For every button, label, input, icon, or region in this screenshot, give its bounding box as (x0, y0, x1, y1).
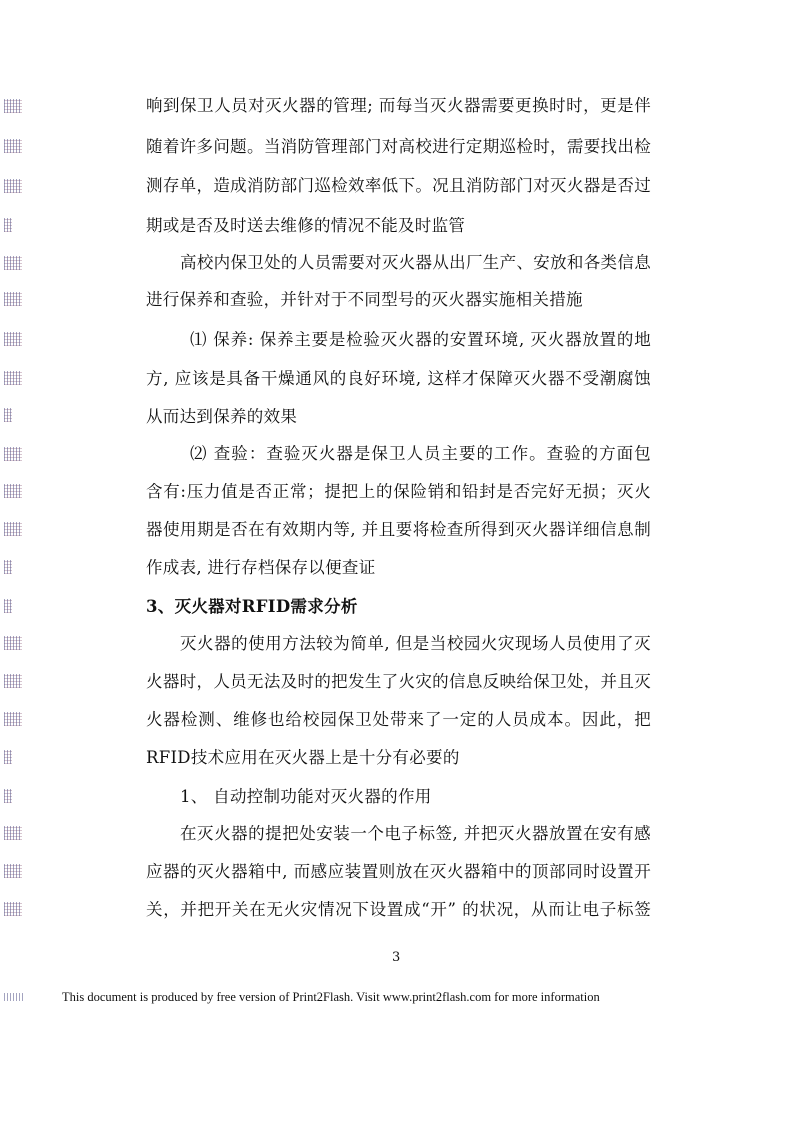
text-line-22: 关，并把开关在无火灾情况下设置成“开” 的状况，从而让电子标签 (146, 900, 651, 919)
text-line-18: RFID技术应用在灭火器上是十分有必要的 (146, 748, 460, 767)
page-number: 3 (392, 950, 401, 965)
margin-mark (4, 599, 12, 613)
footer-notice: This document is produced by free version of Print2Flash. Visit www.print2flash.com for more information (62, 990, 600, 1004)
margin-mark (4, 139, 22, 153)
margin-mark (4, 218, 12, 232)
margin-mark (4, 993, 24, 1001)
text-line-15: 灭火器的使用方法较为简单, 但是当校园火灾现场人员使用了灭 (180, 634, 651, 653)
margin-mark (4, 408, 12, 422)
text-line-1: 响到保卫人员对灭火器的管理; 而每当灭火器需要更换时时，更是伴 (146, 96, 651, 115)
margin-mark (4, 902, 22, 916)
margin-mark (4, 371, 22, 385)
text-line-12: 器使用期是否在有效期内等, 并且要将检查所得到灭火器详细信息制 (146, 520, 651, 539)
text-line-7: ⑴ 保养: 保养主要是检验灭火器的安置环境, 灭火器放置的地 (190, 330, 651, 349)
text-line-20: 在灭火器的提把处安装一个电子标签, 并把灭火器放置在安有感 (180, 824, 651, 843)
text-line-21: 应器的灭火器箱中, 而感应装置则放在灭火器箱中的顶部同时设置开 (146, 862, 651, 881)
text-line-9: 从而达到保养的效果 (146, 407, 298, 426)
text-line-16: 火器时，人员无法及时的把发生了火灾的信息反映给保卫处，并且灭 (146, 672, 651, 691)
text-line-4: 期或是否及时送去维修的情况不能及时监管 (146, 216, 466, 235)
text-line-6: 进行保养和查验，并针对于不同型号的灭火器实施相关措施 (146, 290, 583, 309)
text-line-17: 火器检测、维修也给校园保卫处带来了一定的人员成本。因此，把 (146, 710, 651, 729)
margin-mark (4, 636, 22, 650)
text-line-3: 测存单，造成消防部门巡检效率低下。况且消防部门对灭火器是否过 (146, 176, 651, 195)
text-line-8: 方, 应该是具备干燥通风的良好环境, 这样才保障灭火器不受潮腐蚀 (146, 369, 651, 388)
margin-mark (4, 674, 22, 688)
text-line-10: ⑵ 查验：查验灭火器是保卫人员主要的工作。查验的方面包 (190, 444, 651, 463)
margin-mark (4, 484, 22, 498)
text-line-2: 随着许多问题。当消防管理部门对高校进行定期巡检时，需要找出检 (146, 137, 651, 156)
margin-mark (4, 789, 12, 803)
margin-mark (4, 99, 22, 113)
text-line-11: 含有:压力值是否正常；提把上的保险销和铅封是否完好无损；灭火 (146, 482, 651, 501)
margin-mark (4, 826, 22, 840)
text-line-13: 作成表, 进行存档保存以便查证 (146, 558, 376, 577)
margin-mark (4, 560, 12, 574)
margin-mark (4, 712, 22, 726)
margin-mark (4, 864, 22, 878)
section-heading: 3、灭火器对RFID需求分析 (146, 597, 358, 616)
margin-mark (4, 292, 22, 306)
text-line-5: 高校内保卫处的人员需要对灭火器从出厂生产、安放和各类信息 (180, 253, 651, 272)
margin-mark (4, 179, 22, 193)
margin-mark (4, 256, 22, 270)
margin-mark (4, 522, 22, 536)
subheading: 1、 自动控制功能对灭火器的作用 (180, 787, 432, 806)
margin-mark (4, 750, 12, 764)
margin-mark (4, 332, 22, 346)
margin-mark (4, 447, 22, 461)
